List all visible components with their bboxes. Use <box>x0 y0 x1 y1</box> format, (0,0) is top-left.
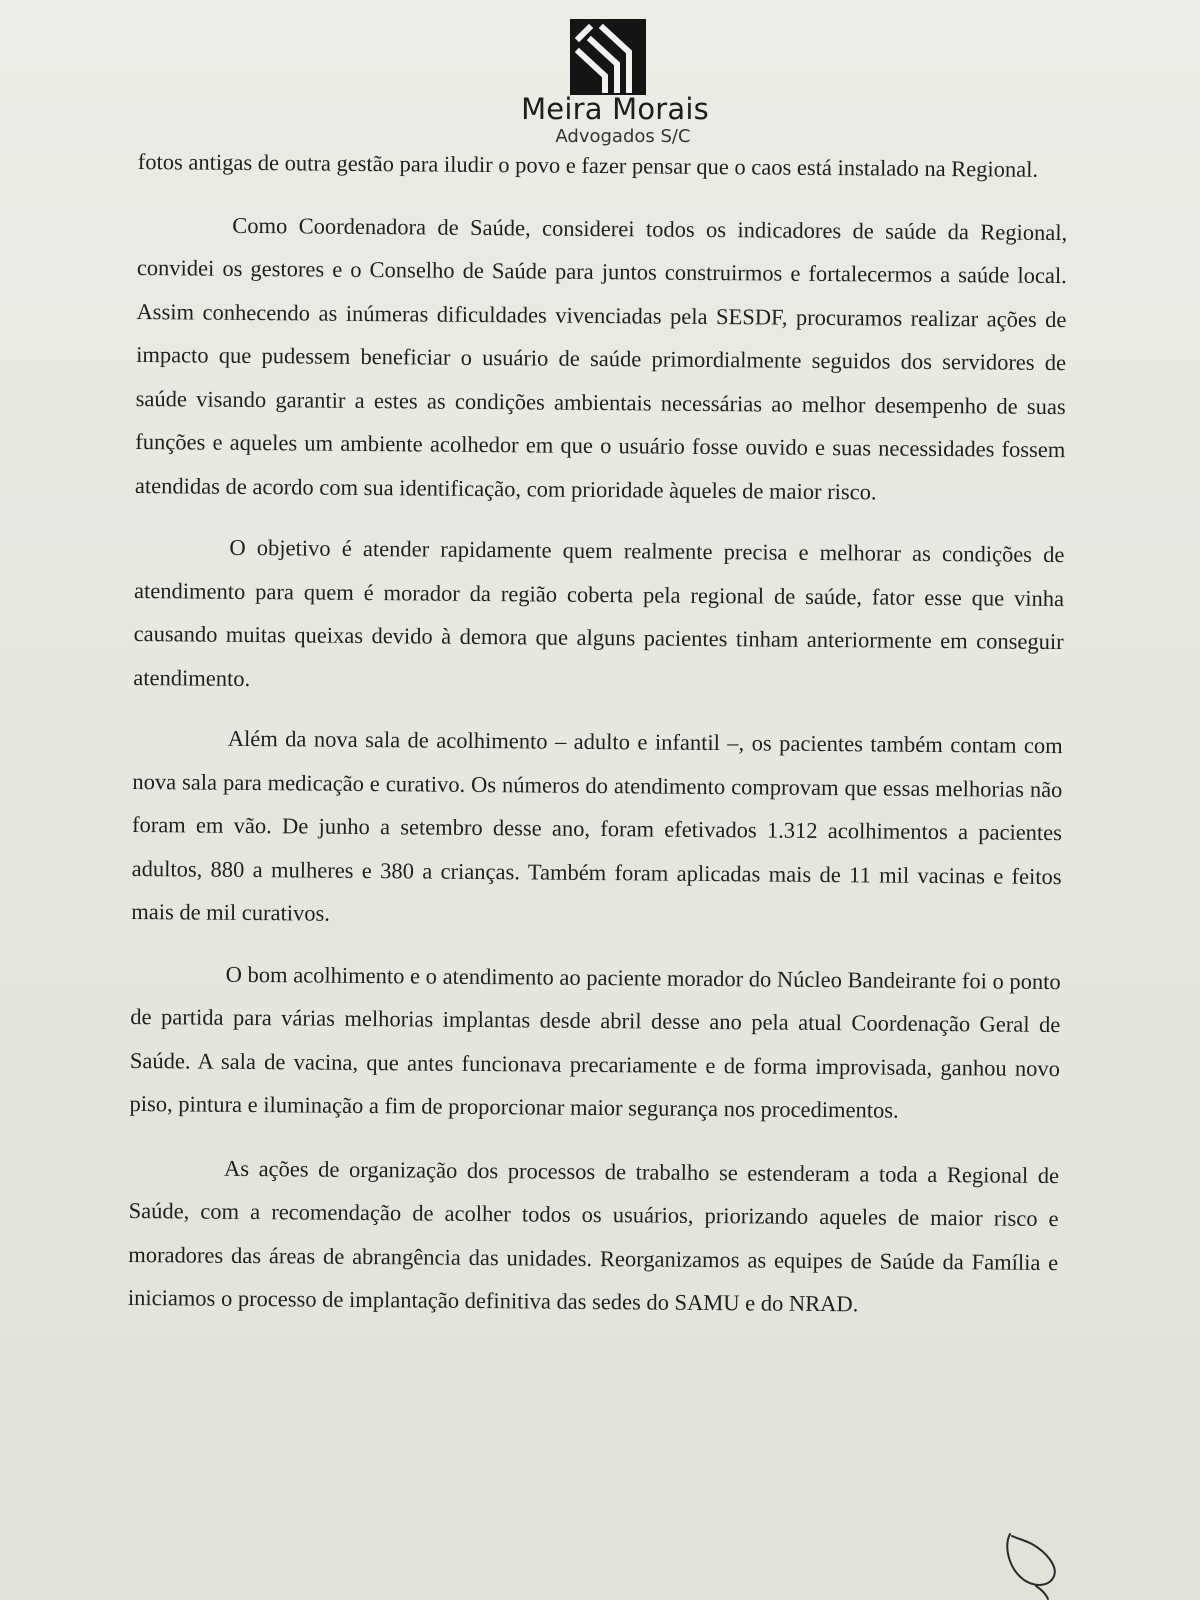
firm-subtitle: Advogados S/C <box>555 126 691 147</box>
paragraph: As ações de organização dos processos de trabalho se estenderam a toda a Regional de Saúde, com a recomendação de acolher todos os usuários, priorizando aqueles de maior risco e moradores das áreas de abrangência das unidades. Reorganizamos as equipes de Saúde da Família e iniciamos o processo de implantação definitiva das sedes do SAMU e do NRAD. <box>127 1155 1060 1317</box>
paragraph: O bom acolhimento e o atendimento ao paciente morador do Núcleo Bandeirante foi o ponto de partida para várias melhorias implantas desde abril desse ano pela atual Coordenação Geral de Saúde. A sala de vacina, que antes funcionava precariamente e de forma improvisada, ganhou novo piso, pintura e iluminação a fim de proporcionar maior segurança nos procedimentos. <box>129 961 1061 1123</box>
paragraph: Como Coordenadora de Saúde, considerei todos os indicadores de saúde da Regional, convidei os gestores e o Conselho de Saúde para juntos construirmos e fortalecermos a saúde local. Assim conhecendo as inúmeras dificuldades vivenciadas pela SESDF, procuramos realizar ações de impacto que pudessem beneficiar o usuário de saúde primordialmente seguidos dos servidores de saúde visando garantir a estes as condições ambientais necessárias ao melhor desempenho de suas funções e aqueles um ambiente acolhedor em que o usuário fosse ouvido e suas necessidades fossem atendidas de acordo com sua identificação, com prioridade àqueles de maior risco. <box>134 212 1068 504</box>
firm-name: Meira Morais <box>521 92 709 126</box>
handwritten-initial-icon <box>1002 1528 1072 1600</box>
letterhead <box>505 18 725 147</box>
meira-morais-logo-icon <box>569 18 647 96</box>
letter-body <box>128 140 1068 1328</box>
paragraph: O objetivo é atender rapidamente quem realmente precisa e melhorar as condições de atendimento para quem é morador da região coberta pela regional de saúde, fator esse que vinha causando muitas queixas devido à demora que alguns pacientes tinham anteriormente em conseguir atendimento. <box>133 534 1065 691</box>
paragraph-continuation: fotos antigas de outra gestão para iludir o povo e fazer pensar que o caos está instalado na Regional. <box>137 148 1039 182</box>
paragraph: Além da nova sala de acolhimento – adulto e infantil –, os pacientes também contam com nova sala para medicação e curativo. Os números do atendimento comprovam que essas melhorias não foram em vão. De junho a setembro desse ano, foram efetivados 1.312 acolhimentos a pacientes adultos, 880 a mulheres e 380 a crianças. Também foram aplicadas mais de 11 mil vacinas e feitos mais de mil curativos. <box>131 725 1063 926</box>
